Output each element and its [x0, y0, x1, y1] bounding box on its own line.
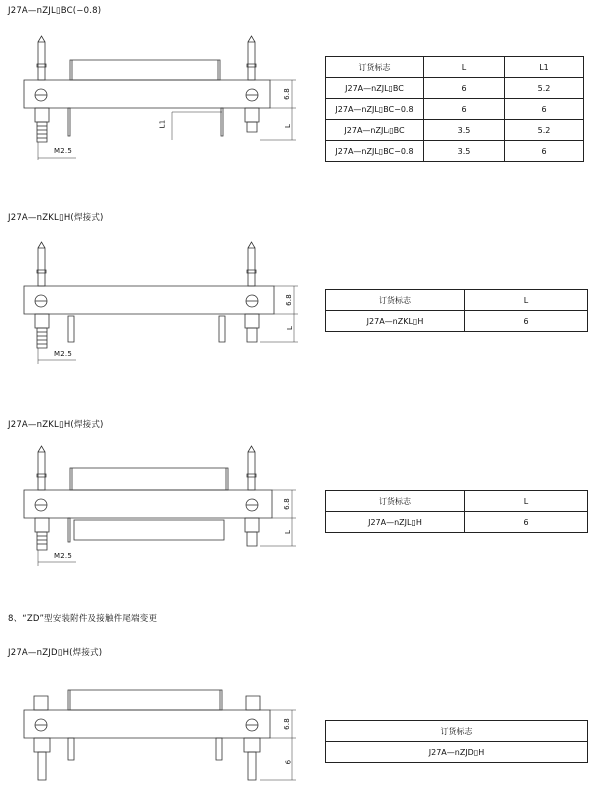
drawing-4: [24, 690, 296, 780]
dim-3-a: 6.8: [282, 498, 291, 510]
table-header-cell: 订货标志: [326, 57, 424, 78]
table-row: [326, 742, 588, 763]
dim-2-thread: M2.5: [54, 350, 72, 358]
table-cell: J27A—nZJL▯BC−0.8: [326, 99, 424, 120]
spec-table-1: [325, 56, 584, 162]
table-row: [326, 78, 584, 99]
drawing-2: [24, 242, 298, 364]
table-header-cell: L: [465, 290, 588, 311]
table-header-cell: L: [465, 491, 588, 512]
table-header-row: [326, 491, 588, 512]
section-1-title: J27A—nZJL▯BC(−0.8): [8, 6, 102, 16]
spec-table-4: [325, 720, 588, 763]
dim-2-a: 6.8: [284, 294, 293, 306]
table-header-cell: L1: [505, 57, 584, 78]
dim-1-b: L: [284, 123, 293, 129]
dim-1-a: 6.8: [282, 88, 291, 100]
table-cell: J27A—nZJL▯BC−0.8: [326, 141, 424, 162]
table-cell: J27A—nZJL▯BC: [326, 78, 424, 99]
table-header-row: [326, 721, 588, 742]
table-cell: J27A—nZKL▯H: [326, 311, 465, 332]
table-cell: J27A—nZJL▯H: [326, 512, 465, 533]
table-row: [326, 120, 584, 141]
table-cell: 6: [465, 311, 588, 332]
table-header-cell: 订货标志: [326, 721, 588, 742]
dim-3-thread: M2.5: [54, 552, 72, 560]
table-cell: 3.5: [424, 120, 505, 141]
table-row: [326, 141, 584, 162]
drawing-1: [24, 36, 296, 160]
table-header-row: [326, 290, 588, 311]
table-cell: J27A—nZJD▯H: [326, 742, 588, 763]
spec-table-3: [325, 490, 588, 533]
spec-table-2: [325, 289, 588, 332]
table-row: [326, 311, 588, 332]
table-header-row: [326, 57, 584, 78]
section-3-title: J27A—nZKL▯H(焊接式): [8, 420, 104, 430]
table-cell: 3.5: [424, 141, 505, 162]
dim-4-a: 6.8: [282, 718, 291, 730]
dim-1-c: L1: [158, 119, 167, 129]
dim-3-b: L: [284, 529, 293, 535]
table-cell: 6: [465, 512, 588, 533]
section-2-title: J27A—nZKL▯H(焊接式): [8, 213, 104, 223]
table-header-cell: L: [424, 57, 505, 78]
dim-4-b: 6: [284, 759, 293, 765]
table-cell: 5.2: [505, 120, 584, 141]
table-row: [326, 99, 584, 120]
section-4-heading: 8、“ZD”型安装附件及接触件尾端变更: [8, 614, 158, 624]
table-cell: 6: [505, 141, 584, 162]
table-cell: J27A—nZJLᵢ▯BC: [326, 120, 424, 141]
drawing-3: [24, 446, 296, 566]
table-cell: 6: [505, 99, 584, 120]
table-row: [326, 512, 588, 533]
dim-1-thread: M2.5: [54, 147, 72, 155]
dim-2-b: L: [286, 325, 295, 331]
section-4-title: J27A—nZJD▯H(焊接式): [8, 648, 103, 658]
table-cell: 6: [424, 78, 505, 99]
table-cell: 5.2: [505, 78, 584, 99]
table-header-cell: 订货标志: [326, 491, 465, 512]
table-cell: 6: [424, 99, 505, 120]
table-header-cell: 订货标志: [326, 290, 465, 311]
